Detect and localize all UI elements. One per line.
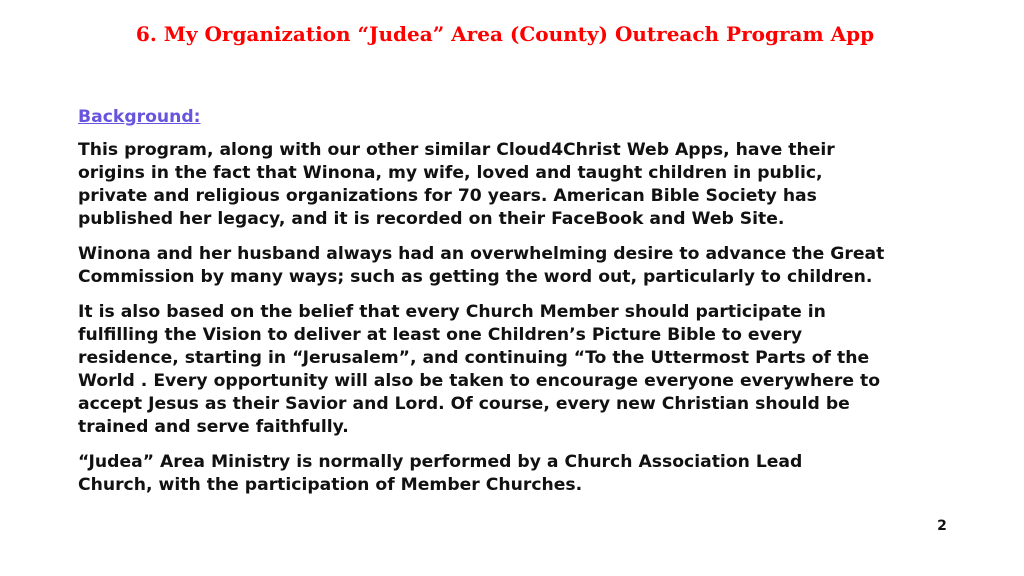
- paragraph-judea-ministry: [78, 451, 978, 497]
- text-line: “Judea” Area Ministry is normally performed by a Church Association Lead: [78, 452, 803, 472]
- slide-body: [78, 106, 978, 509]
- text-line: World . Every opportunity will also be taken to encourage everyone everywhere to: [78, 371, 881, 391]
- paragraph-great-commission: [78, 243, 978, 289]
- text-line: origins in the fact that Winona, my wife, loved and taught children in public,: [78, 163, 823, 183]
- paragraph-vision: [78, 301, 978, 439]
- text-line: private and religious organizations for 70 years. American Bible Society has: [78, 186, 817, 206]
- text-line: Church, with the participation of Member Churches.: [78, 475, 583, 495]
- text-line: Winona and her husband always had an overwhelming desire to advance the Great: [78, 244, 885, 264]
- text-line: This program, along with our other similar Cloud4Christ Web Apps, have their: [78, 140, 835, 160]
- text-line: published her legacy, and it is recorded on their FaceBook and Web Site.: [78, 209, 785, 229]
- text-line: accept Jesus as their Savior and Lord. Of course, every new Christian should be: [78, 394, 850, 414]
- paragraph-origins: [78, 139, 978, 231]
- text-line: It is also based on the belief that every Church Member should participate in: [78, 302, 826, 322]
- page-number: 2: [937, 518, 947, 534]
- text-line: residence, starting in “Jerusalem”, and continuing “To the Uttermost Parts of the: [78, 348, 870, 368]
- text-line: trained and serve faithfully.: [78, 417, 349, 437]
- text-line: Commission by many ways; such as getting the word out, particularly to children.: [78, 267, 873, 287]
- text-line: fulfilling the Vision to deliver at least one Children’s Picture Bible to every: [78, 325, 803, 345]
- slide-title: 6. My Organization “Judea” Area (County) Outreach Program App: [135, 22, 875, 46]
- background-heading: Background:: [78, 107, 201, 127]
